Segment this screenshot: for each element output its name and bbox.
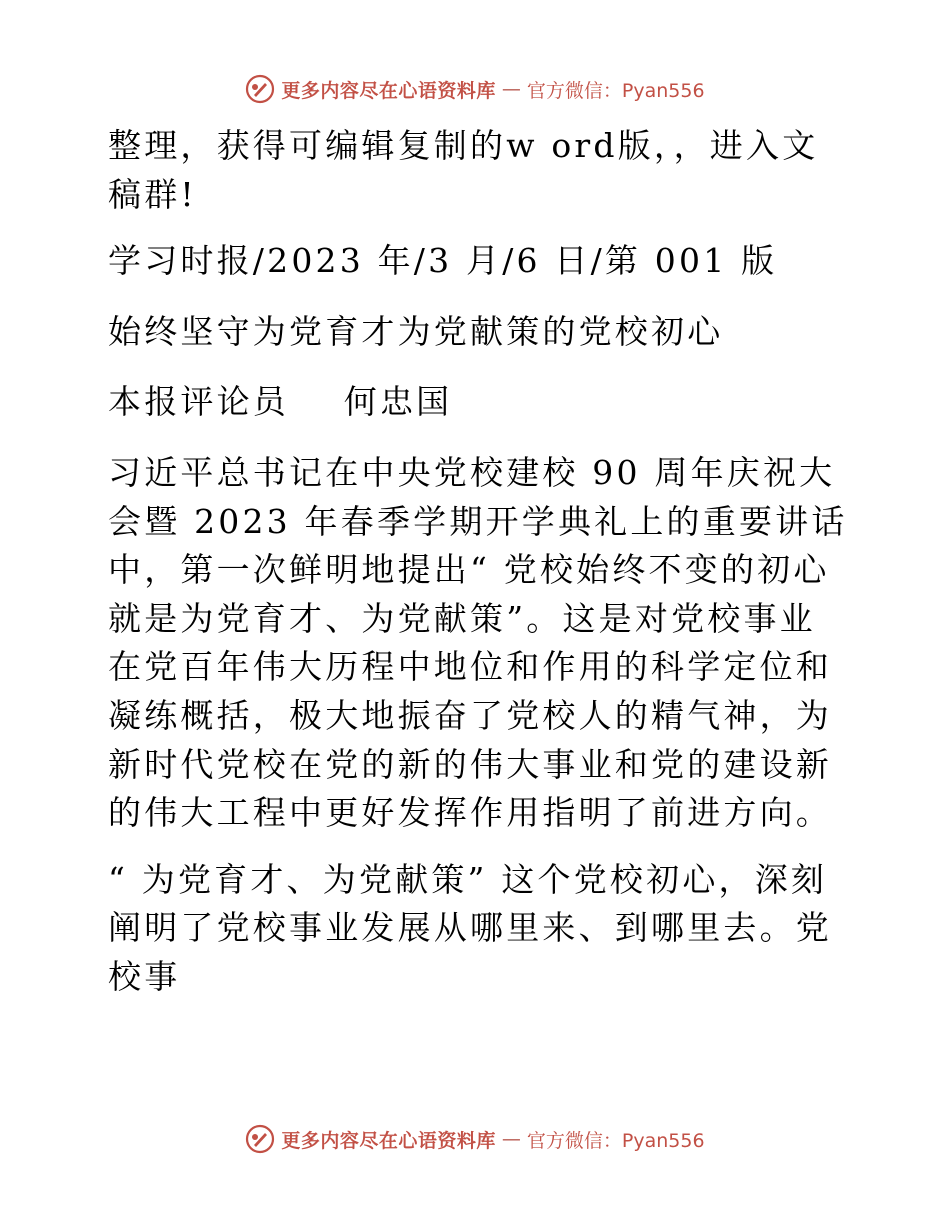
brand-separator: — (501, 78, 521, 100)
quill-seal-icon (245, 1124, 275, 1154)
article-title: 始终坚守为党育才为党献策的党校初心 (108, 311, 724, 351)
body-paragraph: 习近平总书记在中央党校建校 90 周年庆祝大会暨 2023 年春季学期开学典礼上的重要讲话中，第一次鲜明地提出“ 党校始终不变的初心就是为党育才、为党献策”。这是对党校事业在党百年伟大历程中地位和作用的科学定位和凝练概括，极大地振奋了党校人的精气神，为新时代党校在党的新的伟大事业和党的建设新的伟大工程中更好发挥作用指明了前进方向。 (108, 452, 848, 833)
brand-text: 更多内容尽在心语资料库 (281, 79, 496, 102)
intro-text: 整理，获得可编辑复制的w ord版，，进入文稿群! (108, 126, 819, 214)
source-line: 学习时报/2023 年/3 月/6 日/第 001 版 (108, 241, 778, 281)
body-paragraph: “ 为党育才、为党献策” 这个党校初心，深刻阐明了党校事业发展从哪里来、到哪里去。党校事 (108, 859, 832, 996)
brand-contact: 官方微信：Pyan556 (526, 1129, 705, 1152)
brand-contact: 官方微信：Pyan556 (526, 79, 705, 102)
page-footer-watermark (0, 1122, 950, 1156)
brand-separator: — (501, 1128, 521, 1150)
page-header-watermark (0, 72, 950, 106)
byline: 本报评论员 何忠国 (108, 382, 453, 422)
quill-seal-icon (245, 74, 275, 104)
document-body (98, 122, 850, 1020)
brand-text: 更多内容尽在心语资料库 (281, 1129, 496, 1152)
